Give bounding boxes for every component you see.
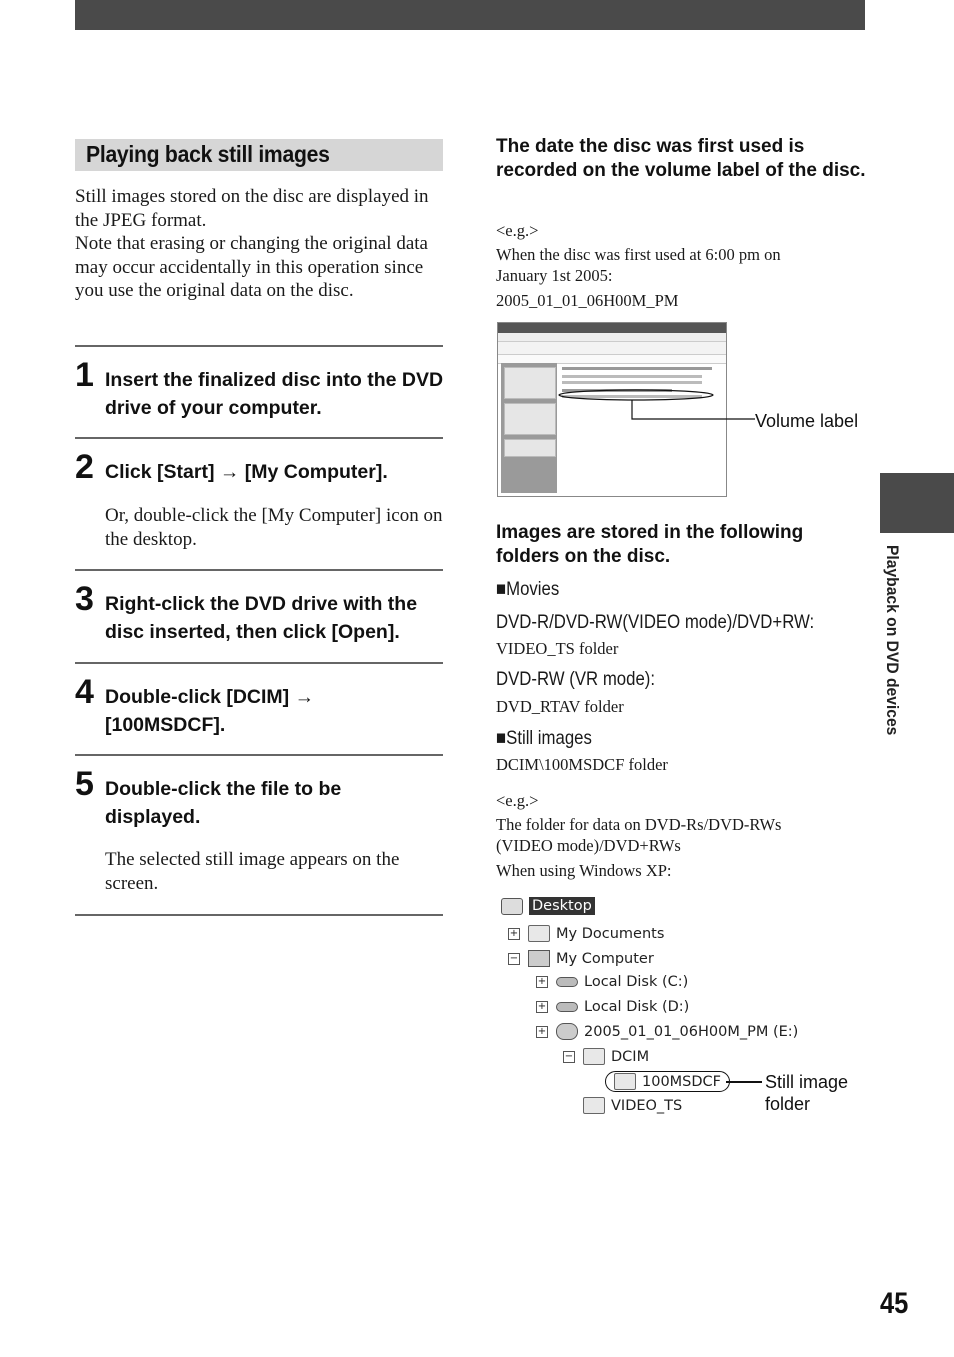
collapse-icon: −	[509, 952, 519, 964]
tree-label: My Computer	[556, 950, 654, 967]
example-text-1: When the disc was first used at 6:00 pm on January 1st 2005:	[496, 245, 781, 285]
step-text-2: Click [Start] → [My Computer].	[105, 461, 388, 483]
folder-icon	[614, 1073, 636, 1090]
divider	[75, 914, 443, 916]
section-heading	[75, 139, 443, 171]
tree-item-desktop	[501, 897, 595, 915]
tree-label: My Documents	[556, 925, 665, 942]
divider	[75, 662, 443, 664]
expand-icon: +	[537, 1025, 547, 1037]
divider	[75, 754, 443, 756]
tree-label: 100MSDCF	[642, 1073, 722, 1090]
tree-item-local-c	[536, 974, 688, 990]
still-images-label: ■Still images	[496, 727, 592, 749]
intro-text	[75, 185, 445, 303]
tree-item-video-ts	[583, 1097, 682, 1114]
movies-folder-2: DVD_RTAV folder	[496, 697, 624, 716]
example-tag-1: <e.g.>	[496, 221, 539, 240]
drive-icon	[556, 1002, 578, 1012]
step-number-5: 5	[75, 765, 94, 803]
intro-paragraph-2: Note that erasing or changing the original data may occur accidentally in this operation since you use the original data on the disc.	[75, 233, 428, 302]
movies-condition-2: DVD-RW (VR mode):	[496, 668, 656, 690]
desktop-icon	[501, 898, 523, 915]
tree-item-dvd-drive	[536, 1023, 798, 1040]
step-number-2: 2	[75, 448, 94, 486]
folder-icon	[583, 1048, 605, 1065]
expand-icon: +	[509, 927, 519, 939]
tree-label: 2005_01_01_06H00M_PM (E:)	[584, 1023, 799, 1040]
tree-item-local-d	[536, 999, 689, 1015]
example-tag-2: <e.g.>	[496, 791, 539, 810]
step-text-5: Double-click the file to be displayed.	[105, 778, 342, 828]
movies-condition-1: DVD-R/DVD-RW(VIDEO mode)/DVD+RW:	[496, 611, 815, 633]
folder-icon	[528, 925, 550, 942]
volume-callout-line	[497, 322, 757, 442]
divider	[75, 345, 443, 347]
disc-icon	[556, 1023, 578, 1040]
folders-heading: Images are stored in the following folders on the disc.	[496, 522, 804, 567]
divider	[75, 569, 443, 571]
drive-icon	[556, 977, 578, 987]
tree-label: Desktop	[529, 897, 595, 915]
still-image-callout: Still image folder	[765, 1072, 849, 1114]
tree-label: DCIM	[611, 1048, 650, 1065]
step-text-4: Double-click [DCIM] → [100MSDCF].	[105, 686, 315, 736]
still-images-folder: DCIM\100MSDCF folder	[496, 755, 668, 774]
expand-icon: +	[537, 976, 547, 987]
tree-item-100msdcf	[605, 1071, 730, 1092]
tree-label: Local Disk (C:)	[584, 974, 689, 990]
expand-icon: +	[537, 1001, 547, 1012]
section-title: Playing back still images	[86, 141, 330, 167]
intro-paragraph-1: Still images stored on the disc are displayed in the JPEG format.	[75, 186, 429, 231]
volume-label-callout: Volume label	[755, 411, 859, 431]
page-number: 45	[880, 1287, 909, 1320]
step-number-3: 3	[75, 580, 94, 618]
side-tab	[880, 473, 954, 533]
example-text-2: The folder for data on DVD-Rs/DVD-RWs (VIDEO mode)/DVD+RWs	[496, 815, 782, 855]
movies-label: ■Movies	[496, 578, 560, 600]
folder-tree	[497, 893, 799, 1123]
folder-icon	[583, 1097, 605, 1114]
side-label: Playback on DVD devices	[883, 545, 902, 736]
step-text-1: Insert the finalized disc into the DVD drive of your computer.	[105, 369, 444, 419]
tree-item-my-documents	[508, 925, 664, 942]
step-text-3: Right-click the DVD drive with the disc inserted, then click [Open].	[105, 593, 418, 643]
divider	[75, 437, 443, 439]
tree-item-dcim	[563, 1048, 649, 1065]
tree-item-my-computer	[508, 950, 654, 967]
step-note-2: Or, double-click the [My Computer] icon on the desktop.	[105, 505, 443, 550]
step-number-4: 4	[75, 673, 94, 711]
step-note-5: The selected still image appears on the screen.	[105, 849, 400, 894]
tree-label: VIDEO_TS	[611, 1097, 683, 1114]
example-value-1: 2005_01_01_06H00M_PM	[496, 291, 679, 310]
movies-folder-1: VIDEO_TS folder	[496, 639, 619, 658]
computer-icon	[528, 950, 550, 967]
volume-label-heading: The date the disc was first used is recorded on the volume label of the disc.	[496, 136, 866, 181]
step-number-1: 1	[75, 356, 94, 394]
collapse-icon: −	[564, 1050, 574, 1062]
example-os: When using Windows XP:	[496, 861, 672, 880]
header-bar	[75, 0, 865, 30]
still-callout-line	[726, 1081, 762, 1083]
tree-label: Local Disk (D:)	[584, 999, 690, 1015]
